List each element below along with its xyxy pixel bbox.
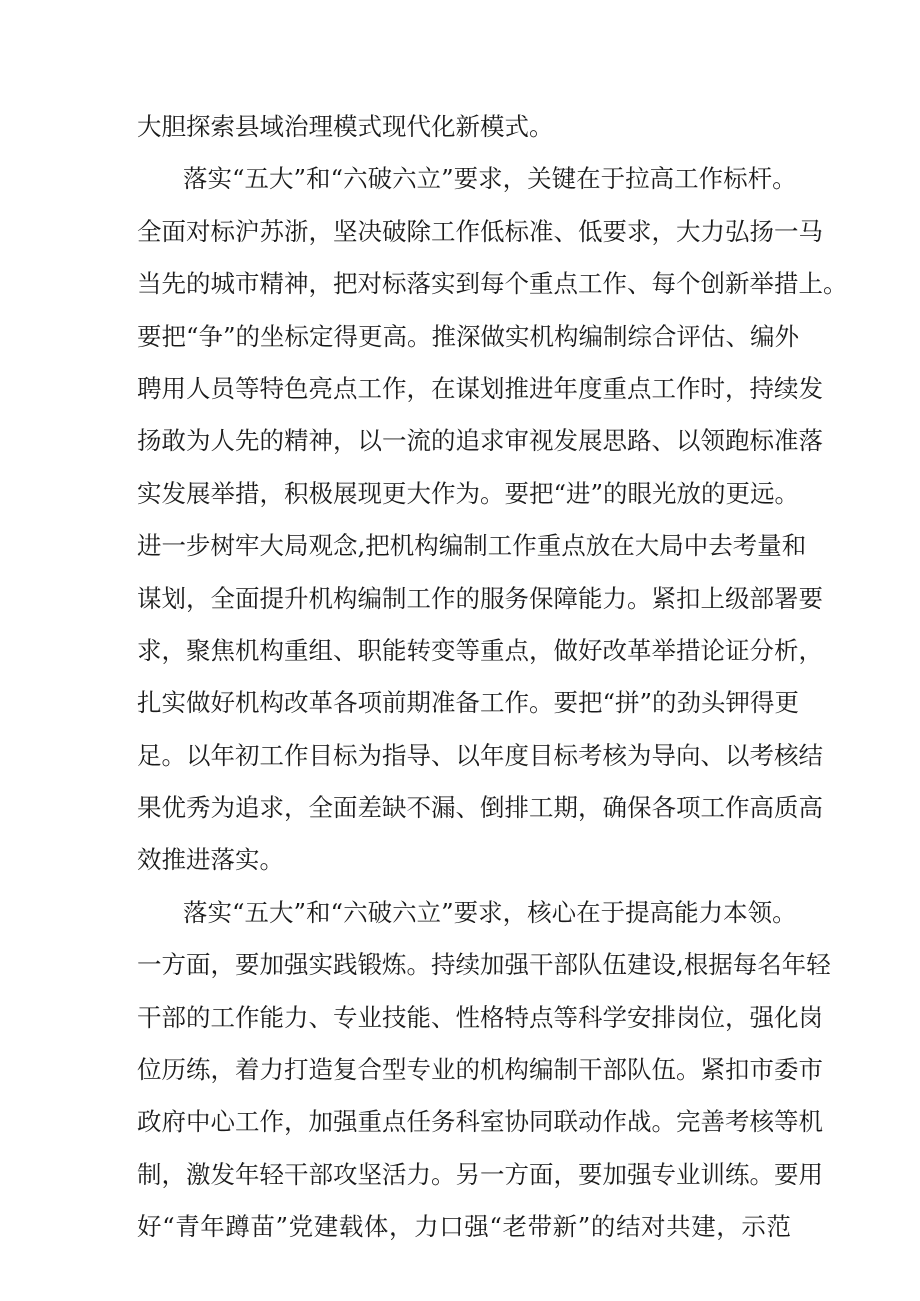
line-text: 谋划，全面提升机构编制工作的服务保障能力。紧扣上级部署要 (137, 583, 823, 613)
text-line (137, 1149, 823, 1201)
text-line (137, 1201, 797, 1253)
line-text: 当先的城市精神，把对标落实到每个重点工作、每个创新举措上。 (137, 269, 848, 299)
text-line (137, 363, 823, 415)
line-text: 全面对标沪苏浙，坚决破除工作低标准、低要求，大力弘扬一马 (137, 216, 823, 246)
text-line (137, 1044, 823, 1096)
text-line (137, 992, 823, 1044)
line-text: 扎实做好机构改革各项前期准备工作。要把“拼”的劲头钾得更 (137, 688, 800, 718)
text-line (137, 573, 823, 625)
text-line (137, 834, 797, 886)
text-line (137, 311, 800, 363)
text-line (137, 1096, 823, 1148)
line-text: 制，激发年轻干部攻坚活力。另一方面，要加强专业训练。要用 (137, 1159, 823, 1189)
line-text: 实发展举措，积极展现更大作为。要把“进”的眼光放的更远。 (137, 478, 800, 508)
text-line (137, 677, 800, 729)
text-line (137, 101, 797, 153)
line-text: 要把“争”的坐标定得更高。推深做实机构编制综合评估、编外 (137, 321, 800, 351)
text-line (137, 258, 848, 310)
line-text: 一方面，要加强实践锻炼。持续加强干部队伍建设,根据每名年轻 (137, 950, 831, 980)
line-text: 求，聚焦机构重组、职能转变等重点，做好改革举措论证分析， (137, 635, 823, 665)
text-line (137, 730, 823, 782)
paragraph-first-line (137, 153, 797, 205)
text-line (137, 625, 823, 677)
text-line (137, 415, 823, 467)
text-line (137, 468, 800, 520)
document-page (137, 101, 848, 1254)
line-text: 落实“五大”和“六破六立”要求，关键在于拉高工作标杆。 (183, 164, 797, 194)
line-text: 位历练，着力打造复合型专业的机构编制干部队伍。紧扣市委市 (137, 1055, 823, 1085)
text-line (137, 520, 807, 572)
line-text: 落实“五大”和“六破六立”要求，核心在于提高能力本领。 (183, 897, 797, 927)
line-text: 大胆探索县域治理模式现代化新模式。 (137, 112, 554, 141)
line-text: 效推进落实。 (137, 845, 284, 875)
line-text: 足。以年初工作目标为指导、以年度目标考核为导向、以考核结 (137, 740, 823, 770)
line-text: 扬敢为人先的精神，以一流的追求审视发展思路、以领跑标准落 (137, 426, 823, 456)
line-text: 政府中心工作，加强重点任务科室协同联动作战。完善考核等机 (137, 1107, 823, 1137)
line-text: 进一步树牢大局观念,把机构编制工作重点放在大局中去考量和 (137, 531, 807, 561)
line-text: 聘用人员等特色亮点工作，在谋划推进年度重点工作时，持续发 (137, 373, 823, 403)
text-line (137, 782, 823, 834)
line-text: 干部的工作能力、专业技能、性格特点等科学安排岗位，强化岗 (137, 1002, 823, 1032)
line-text: 好“青年蹲苗”党建载体，力口强“老带新”的结对共建，示范 (137, 1212, 792, 1242)
paragraph-first-line (137, 887, 797, 939)
text-line (137, 206, 823, 258)
line-text: 果优秀为追求，全面差缺不漏、倒排工期，确保各项工作高质高 (137, 793, 823, 823)
text-line (137, 939, 831, 991)
